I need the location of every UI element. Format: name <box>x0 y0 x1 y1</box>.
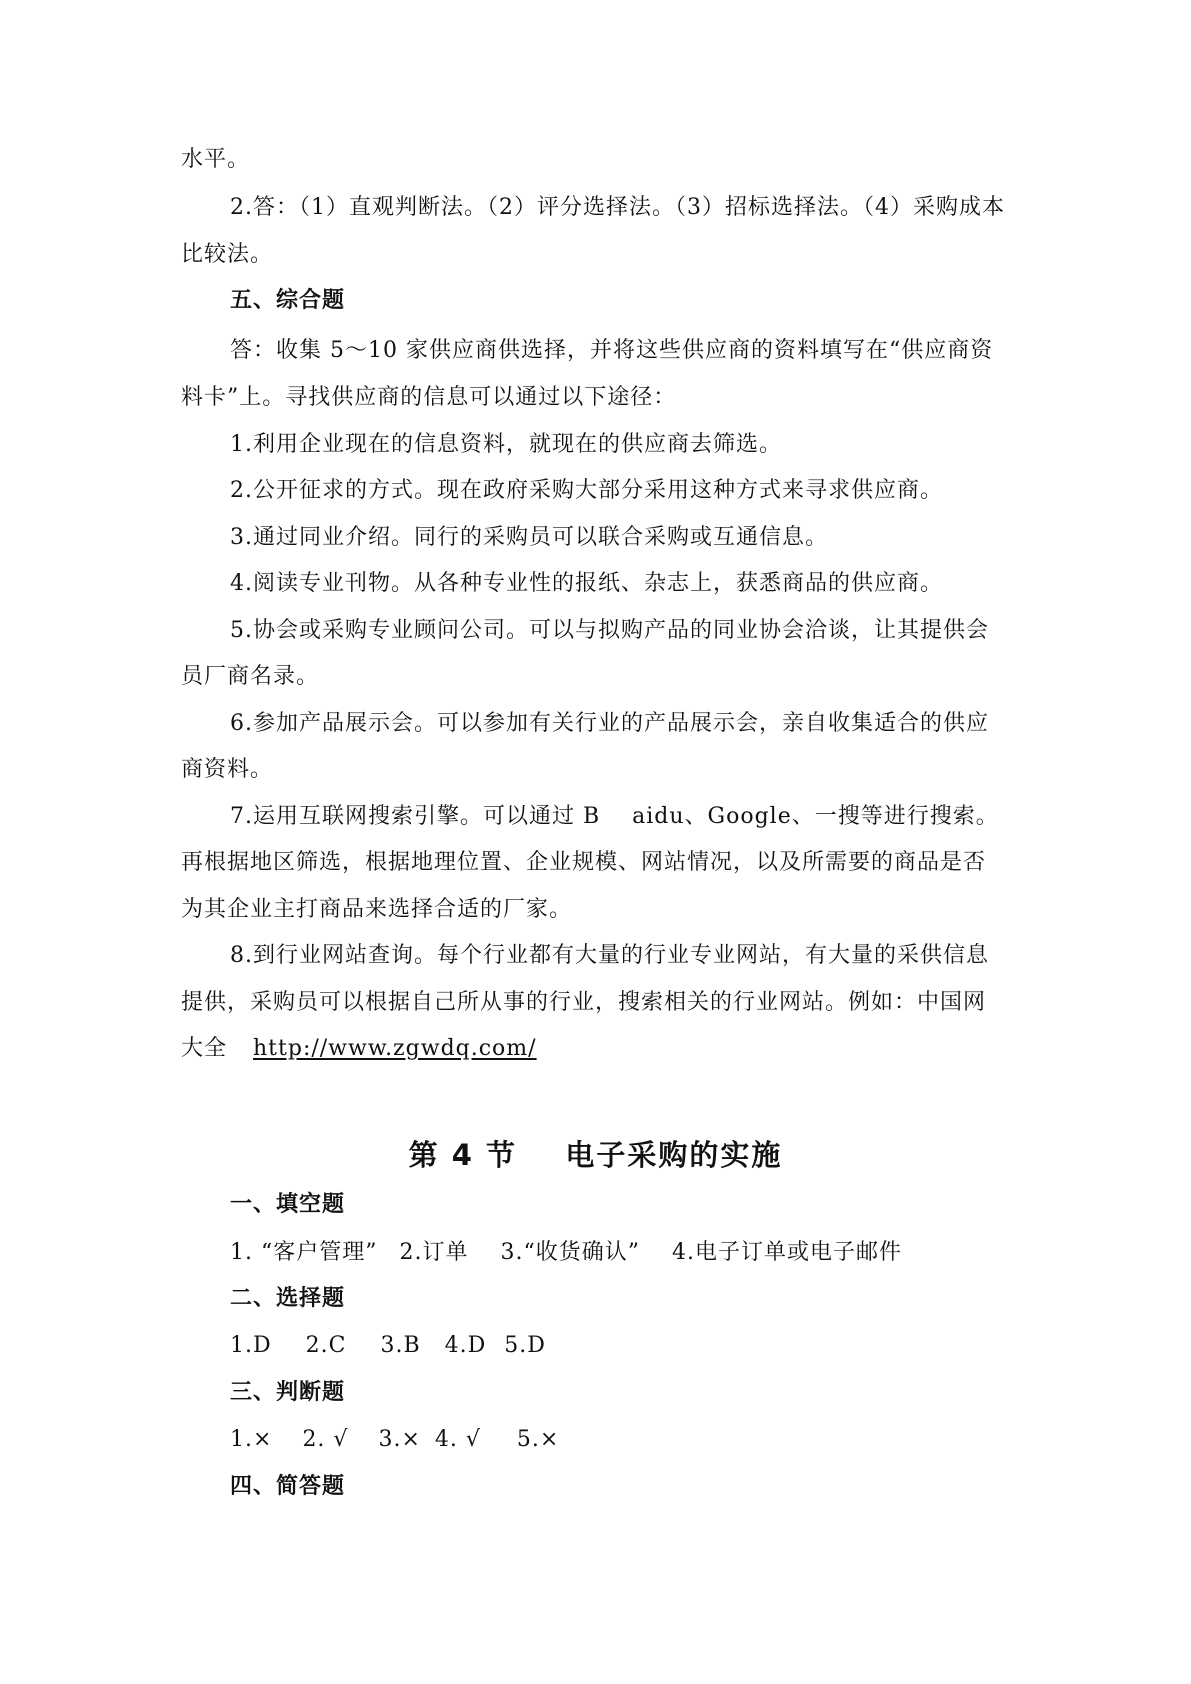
paragraph-line: 水平。 <box>181 147 251 172</box>
answer-2-line-2: 比较法。 <box>181 242 274 267</box>
judge-answer-2: 2. √ <box>302 1427 349 1452</box>
list-item-8-line-3 <box>181 1034 537 1064</box>
judge-answers <box>230 1425 559 1455</box>
zgwdq-link[interactable]: http://www.zgwdq.com/ <box>253 1036 537 1061</box>
fill-blank-answer-3: 3.“收货确认” <box>500 1240 640 1265</box>
choice-answer-1: 1.D <box>230 1333 272 1358</box>
section-4-title: 第 4 节 电子采购的实施 <box>408 1138 783 1172</box>
section-heading-short-answer: 四、简答题 <box>230 1474 346 1499</box>
section-heading-judge: 三、判断题 <box>230 1380 346 1405</box>
judge-answer-3: 3.× <box>378 1427 421 1452</box>
list-item-6-line-2: 商资料。 <box>181 757 274 782</box>
list-item-7-line-1: 7.运用互联网搜索引擎。可以通过 B aidu、Google、一搜等进行搜索。 <box>230 804 999 829</box>
comprehensive-intro-line-1: 答：收集 5～10 家供应商供选择，并将这些供应商的资料填写在“供应商资 <box>230 338 994 363</box>
choice-answer-5: 5.D <box>504 1333 546 1358</box>
judge-answer-5: 5.× <box>516 1427 560 1452</box>
fill-blank-answers <box>230 1238 902 1268</box>
choice-answers <box>230 1331 546 1361</box>
fill-blank-answer-2: 2.订单 <box>399 1240 469 1265</box>
list-item-7-line-3: 为其企业主打商品来选择合适的厂家。 <box>181 897 573 922</box>
list-item-8-line-2: 提供，采购员可以根据自己所从事的行业，搜索相关的行业网站。例如：中国网 <box>181 990 987 1015</box>
fill-blank-answer-4: 4.电子订单或电子邮件 <box>671 1240 902 1265</box>
fill-blank-answer-1: 1. “客户管理” <box>230 1240 378 1265</box>
judge-answer-1: 1.× <box>230 1427 273 1452</box>
section-heading-comprehensive: 五、综合题 <box>230 288 346 313</box>
section-heading-fill-blank: 一、填空题 <box>230 1192 346 1217</box>
list-item-1: 1.利用企业现在的信息资料，就现在的供应商去筛选。 <box>230 432 782 457</box>
list-item-8-line-1: 8.到行业网站查询。每个行业都有大量的行业专业网站，有大量的采供信息 <box>230 943 989 968</box>
list-item-7-line-2: 再根据地区筛选，根据地理位置、企业规模、网站情况，以及所需要的商品是否 <box>181 850 987 875</box>
list-item-5-line-2: 员厂商名录。 <box>181 664 320 689</box>
list-item-3: 3.通过同业介绍。同行的采购员可以联合采购或互通信息。 <box>230 525 828 550</box>
judge-answer-4: 4. √ <box>434 1427 481 1452</box>
list-item-6-line-1: 6.参加产品展示会。可以参加有关行业的产品展示会，亲自收集适合的供应 <box>230 711 989 736</box>
list-item-8-text: 大全 <box>181 1036 228 1061</box>
choice-answer-2: 2.C <box>305 1333 347 1358</box>
section-heading-choice: 二、选择题 <box>230 1286 346 1311</box>
list-item-5-line-1: 5.协会或采购专业顾问公司。可以与拟购产品的同业协会洽谈，让其提供会 <box>230 618 989 643</box>
comprehensive-intro-line-2: 料卡”上。寻找供应商的信息可以通过以下途径： <box>181 385 677 410</box>
list-item-2: 2.公开征求的方式。现在政府采购大部分采用这种方式来寻求供应商。 <box>230 478 943 503</box>
list-item-4: 4.阅读专业刊物。从各种专业性的报纸、杂志上，获悉商品的供应商。 <box>230 571 943 596</box>
answer-2-line-1: 2.答：（1）直观判断法。（2）评分选择法。（3）招标选择法。（4）采购成本 <box>230 195 1005 220</box>
choice-answer-3: 3.B <box>380 1333 421 1358</box>
choice-answer-4: 4.D <box>444 1333 487 1358</box>
